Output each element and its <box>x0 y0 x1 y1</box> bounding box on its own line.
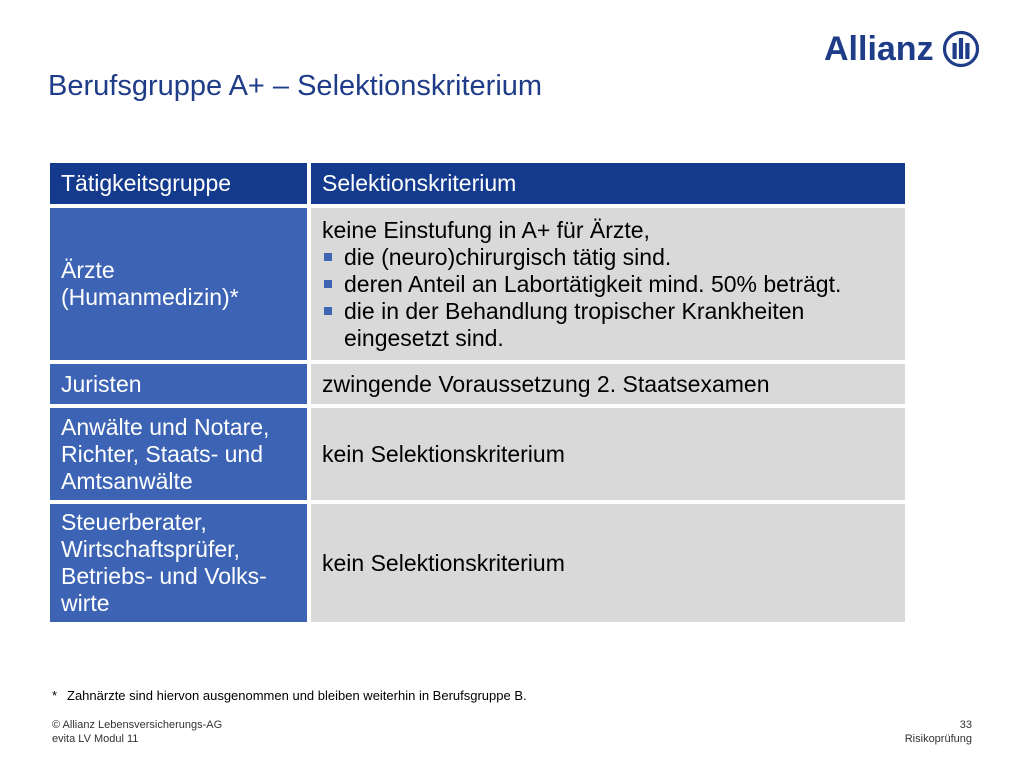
footer-copyright: © Allianz Lebensversicherungs-AG <box>52 719 223 731</box>
allianz-eagle-pillars-icon <box>942 30 980 68</box>
criterion-intro: keine Einstufung in A+ für Ärzte, <box>322 216 650 243</box>
allianz-logo <box>824 28 980 70</box>
group-cell: Juristen <box>50 364 307 404</box>
table-row <box>50 504 905 622</box>
header-cell-group: Tätigkeitsgruppe <box>50 163 307 204</box>
table-row <box>50 408 905 500</box>
group-cell: Steuerberater, Wirtschaftsprüfer, Betriebs- und Volks-wirte <box>50 504 307 622</box>
criteria-table <box>46 159 909 626</box>
page-number: 33 <box>959 719 972 731</box>
criterion-cell: zwingende Voraussetzung 2. Staatsexamen <box>311 364 905 404</box>
criterion-bullet: deren Anteil an Labortätigkeit mind. 50% beträgt. <box>322 271 894 298</box>
table-header-row <box>50 163 905 204</box>
group-cell: Anwälte und Notare, Richter, Staats- und Amtsanwälte <box>50 408 307 500</box>
footer-section: Risikoprüfung <box>904 733 972 745</box>
group-cell: Ärzte (Humanmedizin)* <box>50 208 307 360</box>
footer-right <box>905 718 972 746</box>
footnote-marker: * <box>52 688 58 703</box>
criterion-bullet: die in der Behandlung tropischer Krankheiten eingesetzt sind. <box>322 298 894 352</box>
criterion-bullet-list <box>322 244 894 352</box>
table-row <box>50 208 905 360</box>
page-title: Berufsgruppe A+ – Selektionskriterium <box>48 70 543 102</box>
footnote <box>52 688 527 703</box>
criterion-bullet: die (neuro)chirurgisch tätig sind. <box>322 244 894 271</box>
footnote-text: Zahnärzte sind hiervon ausgenommen und bleiben weiterhin in Berufsgruppe B. <box>67 688 527 703</box>
criterion-cell: kein Selektionskriterium <box>311 408 905 500</box>
table-row <box>50 364 905 404</box>
criterion-cell: kein Selektionskriterium <box>311 504 905 622</box>
footer-module: evita LV Modul 11 <box>52 733 139 745</box>
criterion-cell <box>311 208 905 360</box>
footer-left <box>52 718 222 746</box>
header-cell-criterion: Selektionskriterium <box>311 163 905 204</box>
logo-wordmark: Allianz <box>824 30 934 68</box>
